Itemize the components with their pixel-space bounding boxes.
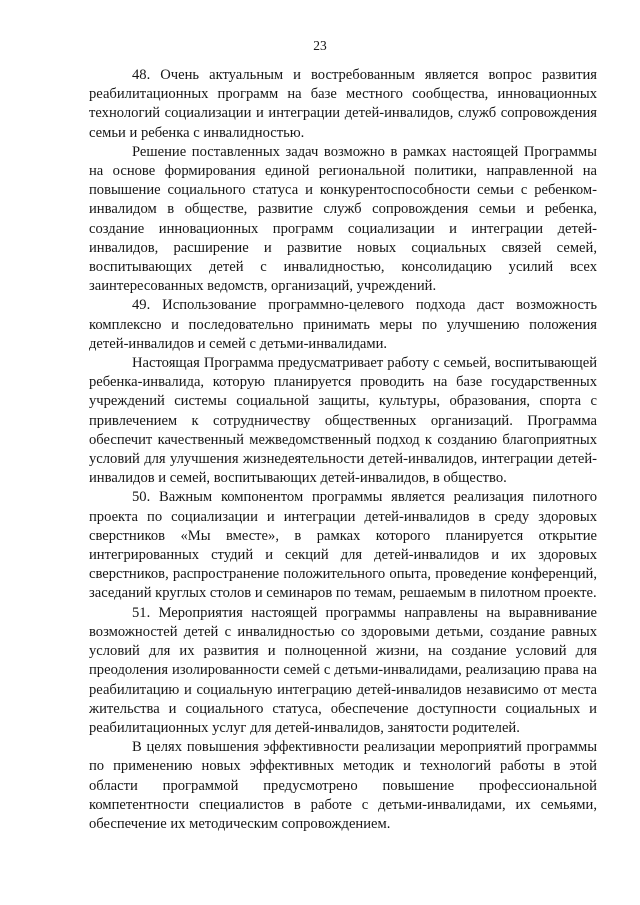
paragraph-51: 51. Мероприятия настоящей программы направлены на выравнивание возможностей детей с инвалидностью со здоровыми детьми, создание равных условий для их развития и полноценной жизни, на создание условий для преодоления изолированности семей с детьми-инвалидами, реализацию права на реабилитацию и социальную интеграцию детей-инвалидов независимо от места жительства и социального статуса, обеспечение доступности социальных и реабилитационных услуг для детей-инвалидов, занятости родителей. (89, 604, 597, 736)
paragraph-program-work: Настоящая Программа предусматривает работу с семьей, воспитывающей ребенка-инвалида, которую планируется проводить на базе государственных учреждений системы социальной защиты, культуры, образования, спорта с привлечением к сотрудничеству общественных организаций. Программа обеспечит качественный межведомственный подход к созданию благоприятных условий для улучшения жизнедеятельности детей-инвалидов, интеграции детей-инвалидов и семей, воспитывающих детей-инвалидов, в общество. (89, 355, 597, 487)
page-number: 23 (313, 38, 327, 53)
paragraph-competence: В целях повышения эффективности реализации мероприятий программы по применению новых эффективных методик и технологий работы в этой области программой предусмотрено повышение профессиональной компетентности специалистов в работе с детьми-инвалидами, их семьями, обеспечение их методическим сопровождением. (89, 739, 597, 832)
paragraph-49: 49. Использование программно-целевого подхода даст возможность комплексно и последовательно принимать меры по улучшению положения детей-инвалидов и семей с детьми-инвалидами. (89, 297, 597, 352)
body-text (89, 66, 597, 834)
paragraph-50: 50. Важным компонентом программы является реализация пилотного проекта по социализации и интеграции детей-инвалидов в среду здоровых сверстников «Мы вместе», в рамках которого планируется открытие интегрированных студий и секций для детей-инвалидов и их здоровых сверстников, распространение положительного опыта, проведение конференций, заседаний круглых столов и семинаров по темам, решаемым в пилотном проекте. (89, 489, 597, 602)
paragraph-solution: Решение поставленных задач возможно в рамках настоящей Программы на основе формирования единой региональной политики, направленной на повышение социального статуса и конкурентоспособности семьи с ребенком-инвалидом в обществе, развитие служб сопровождения семьи и ребенка, создание инновационных программ социализации и интеграции детей-инвалидов, расширение и развитие новых социальных связей семей, воспитывающих детей с инвалидностью, консолидацию усилий всех заинтересованных ведомств, организаций, учреждений. (89, 143, 597, 295)
paragraph-48: 48. Очень актуальным и востребованным является вопрос развития реабилитационных программ на базе местного сообщества, инновационных технологий социализации и интеграции детей-инвалидов, служб сопровождения семьи и ребенка с инвалидностью. (89, 67, 597, 141)
